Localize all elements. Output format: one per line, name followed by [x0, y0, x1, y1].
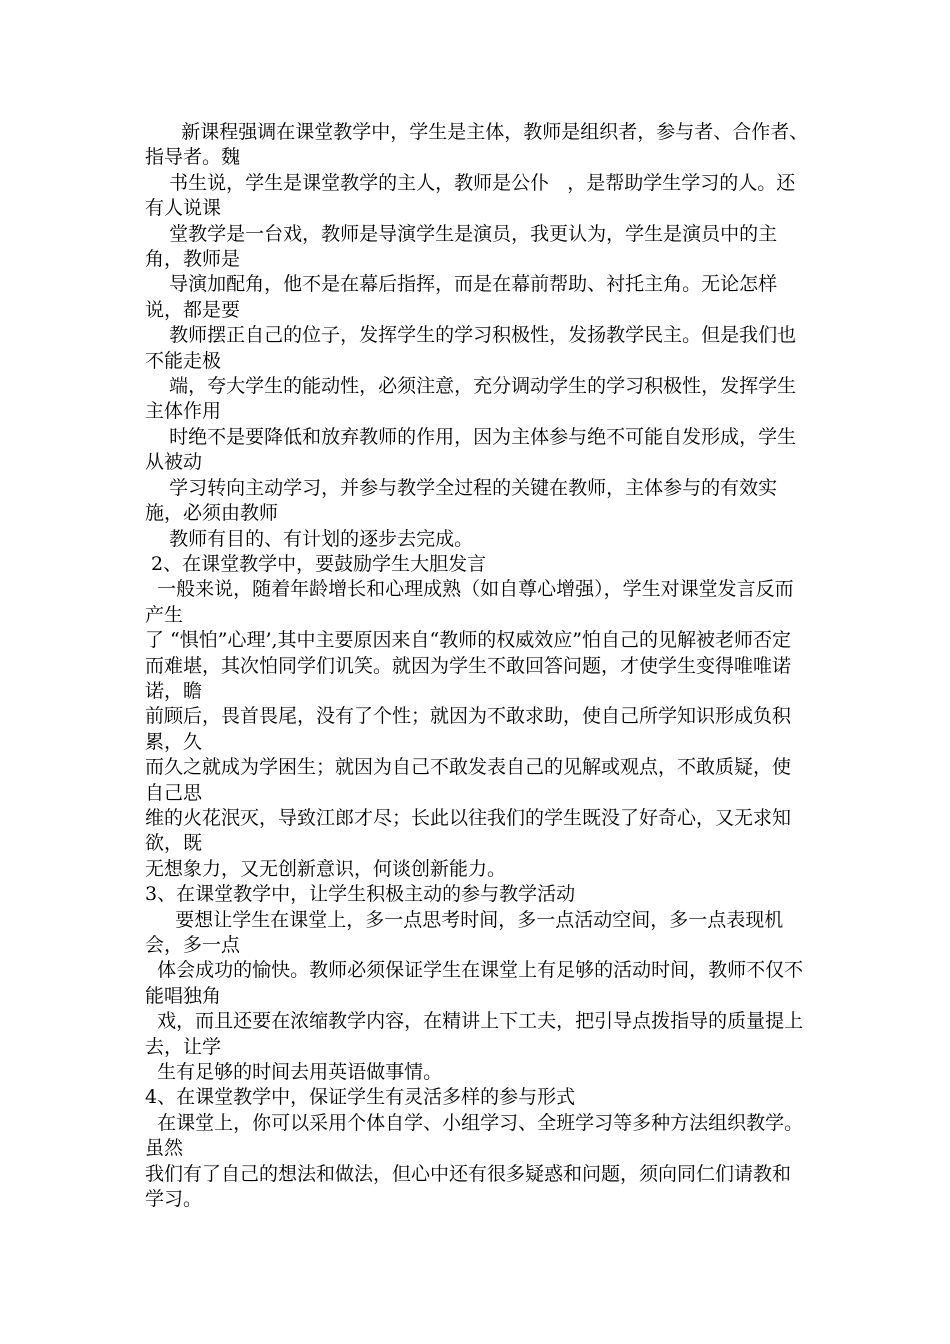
paragraph-line: 学习转向主动学习，并参与教学全过程的关键在教师，主体参与的有效实施，必须由教师: [145, 476, 778, 525]
paragraph-line: 导演加配角，他不是在幕后指挥，而是在幕前帮助、衬托主角。无论怎样说，都是要: [145, 273, 778, 321]
paragraph-line: 在课堂上，你可以采用个体自学、小组学习、全班学习等多种方法组织教学。虽然: [145, 1111, 804, 1160]
paragraph-line: 前顾后，畏首畏尾，没有了个性；就因为不敢求助，使自己所学知识形成负积累，久: [145, 705, 792, 753]
paragraph-line: 维的火花泯灭，导致江郎才尽；长此以往我们的学生既没了好奇心，又无求知欲，既: [145, 806, 792, 855]
paragraph-line: 教师有目的、有计划的逐步去完成。: [145, 527, 474, 550]
paragraph-line: 时绝不是要降低和放弃教师的作用，因为主体参与绝不可能自发形成，学生从被动: [145, 425, 797, 474]
paragraph-line: 教师摆正自己的位子，发挥学生的学习积极性，发扬教学民主。但是我们也不能走极: [145, 324, 797, 372]
section-heading: 4、在课堂教学中，保证学生有灵活多样的参与形式: [145, 1086, 576, 1109]
paragraph-line: 我们有了自己的想法和做法，但心中还有很多疑惑和问题，须向同仁们请教和学习。: [145, 1162, 792, 1211]
paragraph-line: 而久之就成为学困生；就因为自己不敢发表自己的见解或观点，不敢质疑，使自己思: [145, 756, 792, 804]
paragraph-line: 新课程强调在课堂教学中，学生是主体，教师是组织者，参与者、合作者、指导者。魏: [145, 121, 809, 169]
paragraph-line: 而难堪，其次怕同学们讥笑。就因为学生不敢回答问题，才使学生变得唯唯诺诺，瞻: [145, 654, 792, 702]
paragraph-line: 无想象力，又无创新意识，何谈创新能力。: [145, 857, 507, 880]
paragraph-line: 体会成功的愉快。教师必须保证学生在课堂上有足够的活动时间，教师不仅不能唱独角: [145, 959, 804, 1007]
paragraph-line: 书生说，学生是课堂教学的主人，教师是公仆 ，是帮助学生学习的人。还有人说课: [145, 171, 796, 220]
paragraph-line: 一般来说，随着年龄增长和心理成熟（如自尊心增强），学生对课堂发言反而产生: [145, 578, 794, 626]
document-body: [145, 120, 809, 1212]
paragraph-line: 端，夸大学生的能动性，必须注意，充分调动学生的学习积极性，发挥学生主体作用: [145, 375, 797, 423]
section-heading: 2、在课堂教学中，要鼓励学生大胆发言: [145, 552, 487, 575]
section-heading: 3、在课堂教学中，让学生积极主动的参与教学活动: [145, 883, 576, 906]
paragraph-line: 要想让学生在课堂上，多一点思考时间，多一点活动空间，多一点表现机会，多一点: [145, 908, 784, 956]
paragraph-line: 了 “惧怕”心理’,其中主要原因来自“教师的权威效应”怕自己的见解被老师否定: [145, 629, 791, 652]
paragraph-line: 戏，而且还要在浓缩教学内容，在精讲上下工夫，把引导点拨指导的质量提上去，让学: [145, 1010, 804, 1058]
paragraph-line: 堂教学是一台戏，教师是导演学生是演员，我更认为，学生是演员中的主角，教师是: [145, 222, 778, 271]
paragraph-line: 生有足够的时间去用英语做事情。: [145, 1061, 443, 1084]
